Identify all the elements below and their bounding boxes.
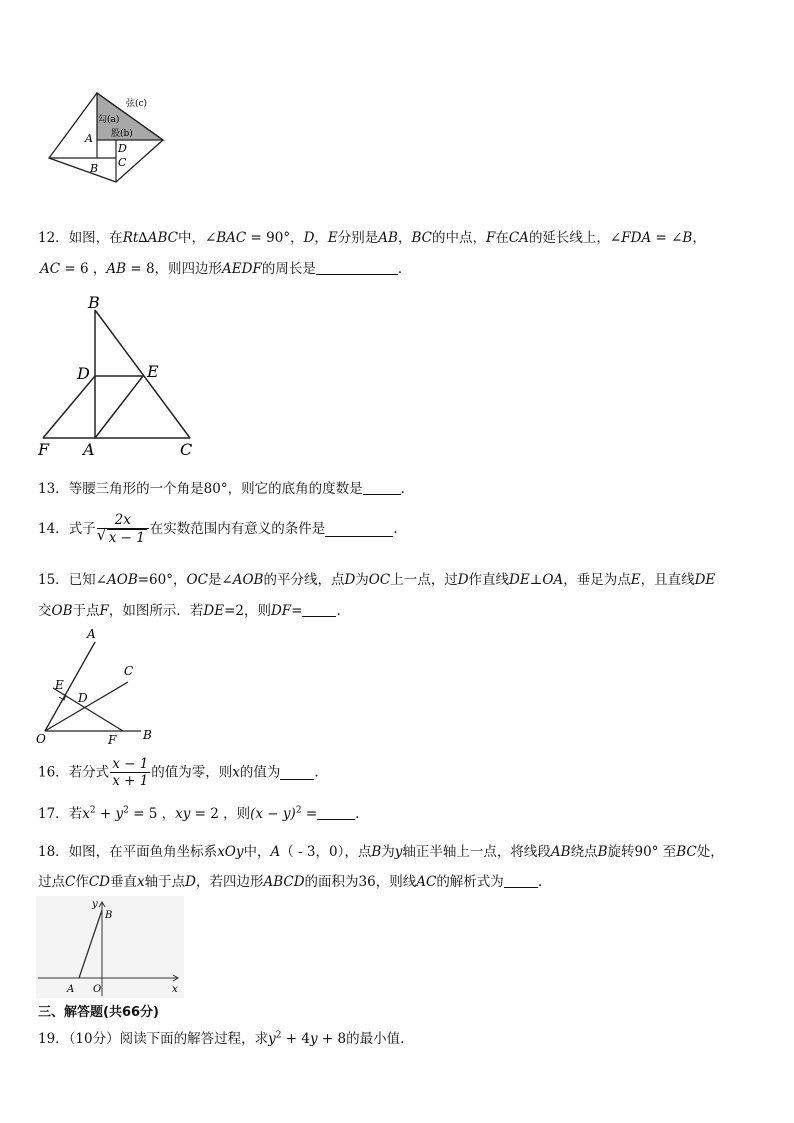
label-C: C [124,664,134,678]
answer-blank[interactable] [302,602,336,617]
q12-figure [35,292,200,462]
q16: 16．若分式 $\frac{x - 1}{x + 1}$ 的值为零，则x的值为 . [38,756,319,789]
answer-blank[interactable] [317,805,355,820]
label-y: y [92,899,98,910]
label-A: A [85,132,93,145]
label-x: x [172,984,178,995]
label-D: D [77,364,90,383]
label-C: C [118,156,127,169]
answer-blank[interactable] [363,480,401,495]
q18-line1: 18．如图，在平面鱼角坐标系xOy中，A（ - 3，0），点B为y轴正半轴上一点，将线段AB绕点B旋转90° 至BC处， [38,844,724,860]
label-F: F [38,440,50,459]
label-E: E [147,362,159,381]
label-B: B [88,293,100,312]
q15-line1: 15．已知∠AOB=60°，OC是∠AOB的平分线，点D为OC上一点，过D作直线DE⊥OA，垂足为点E，且直线DE [38,572,716,588]
answer-blank[interactable] [325,522,393,537]
q19: 19．（10分）阅读下面的解答过程，求$y^2 + 4y + 8$的最小值. [38,1030,405,1047]
label-B: B [90,162,99,175]
answer-blank[interactable] [504,873,538,888]
q14: 14．式子 2x √ x − 1 在实数范围内有意义的条件是 . [38,512,398,546]
section-heading: 三、解答题(共66分) [38,1005,159,1020]
label-gou: 勾(a) [98,115,120,125]
label-B: B [105,910,113,921]
label-A: A [67,984,75,995]
q12-line2: AC = 6 ，AB = 8，则四边形AEDF的周长是 ． [40,261,412,277]
label-E: E [55,678,64,692]
q18-line2: 过点C作CD垂直x轴于点D，若四边形ABCD的面积为36，则线AC的解析式为 . [38,874,543,890]
q15-figure [33,626,163,750]
label-D: D [118,142,127,155]
label-O: O [93,984,102,995]
q18-figure [36,896,186,1000]
q17: 17．若$x^2 + y^2 = 5$ ，xy = 2 ，则$(x - y)^2$ = . [38,805,360,822]
label-B: B [143,728,152,742]
q14-fraction: 2x √ x − 1 [97,512,149,546]
label-O: O [36,732,46,746]
pythagoras-figure [40,85,170,185]
label-xian: 弦(c) [126,99,148,109]
answer-blank[interactable] [316,260,398,275]
label-A: A [87,627,96,641]
q16-fraction: $\frac{x - 1}{x + 1}$ [112,756,149,789]
label-F: F [108,733,117,747]
q12-line1: 12．如图，在Rt∆ABC中，∠BAC = 90°，D，E分别是AB，BC的中点，F在CA的延长线上，∠FDA = ∠B， [38,230,706,246]
label-D: D [78,691,88,705]
label-gu: 股(b) [111,129,133,139]
label-A: A [83,440,95,459]
q13: 13．等腰三角形的一个角是80°，则它的底角的度数是 . [38,481,405,497]
answer-blank[interactable] [280,765,314,780]
label-C: C [180,440,193,459]
q15-line2: 交OB于点F，如图所示．若DE=2，则DF= . [38,603,341,619]
